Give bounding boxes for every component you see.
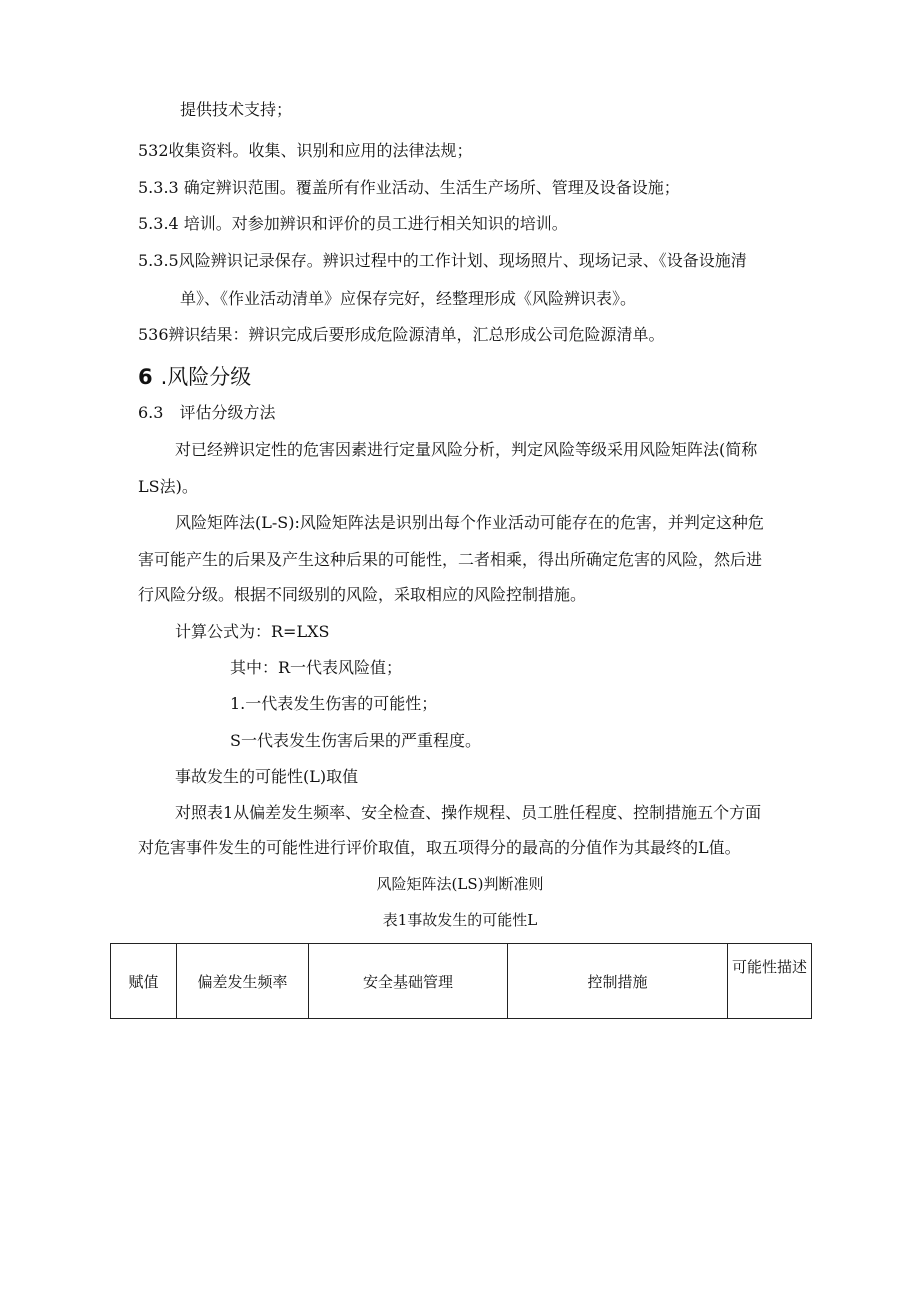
para2-line-2: 害可能产生的后果及产生这种后果的可能性，二者相乘，得出所确定危害的风险，然后进 xyxy=(138,550,763,569)
where-line-3: S一代表发生伤害后果的严重程度。 xyxy=(230,731,481,750)
para1-line-1: 对已经辨识定性的危害因素进行定量风险分析，判定风险等级采用风险矩阵法(简称 xyxy=(175,440,758,459)
para3-line-2: 对危害事件发生的可能性进行评价取值，取五项得分的最高的分值作为其最终的L值。 xyxy=(138,838,741,857)
subsection-heading: 6.3 评估分级方法 xyxy=(138,403,276,422)
body-line-7: 536辨识结果：辨识完成后要形成危险源清单，汇总形成公司危险源清单。 xyxy=(138,325,665,344)
body-line-4: 5.3.4 培训。对参加辨识和评价的员工进行相关知识的培训。 xyxy=(138,214,568,233)
section-title: .风险分级 xyxy=(160,365,252,389)
section-heading xyxy=(138,364,251,390)
section-number: 6 xyxy=(138,365,153,389)
header-control-measures: 控制措施 xyxy=(508,944,728,1019)
body-line-6: 单》、《作业活动清单》应保存完好，经整理形成《风险辨识表》。 xyxy=(180,289,637,308)
l-value-heading: 事故发生的可能性(L)取值 xyxy=(175,767,359,786)
para2-line-3: 行风险分级。根据不同级别的风险，采取相应的风险控制措施。 xyxy=(138,585,587,604)
para2-line-1: 风险矩阵法(L-S):风险矩阵法是识别出每个作业活动可能存在的危害，并判定这种危 xyxy=(175,513,764,532)
formula: 计算公式为：R=LXS xyxy=(175,622,330,641)
header-likelihood-description: 可能性描述 xyxy=(728,944,812,1019)
table-header-row xyxy=(111,944,812,1019)
criteria-title: 风险矩阵法(LS)判断准则 xyxy=(376,875,544,893)
header-safety-management: 安全基础管理 xyxy=(309,944,508,1019)
body-line-2: 532收集资料。收集、识别和应用的法律法规； xyxy=(138,141,473,160)
likelihood-table xyxy=(110,943,812,1019)
body-line-1: 提供技术支持； xyxy=(180,100,293,119)
body-line-3: 5.3.3 确定辨识范围。覆盖所有作业活动、生活生产场所、管理及设备设施； xyxy=(138,178,680,197)
table-title: 表1事故发生的可能性L xyxy=(382,911,538,929)
where-line-2: 1.一代表发生伤害的可能性； xyxy=(230,694,438,713)
para3-line-1: 对照表1从偏差发生频率、安全检查、操作规程、员工胜任程度、控制措施五个方面 xyxy=(175,803,762,822)
body-line-5: 5.3.5风险辨识记录保存。辨识过程中的工作计划、现场照片、现场记录、《设备设施清 xyxy=(138,251,747,270)
header-value: 赋值 xyxy=(111,944,177,1019)
header-deviation-frequency: 偏差发生频率 xyxy=(177,944,309,1019)
where-line-1: 其中：R一代表风险值； xyxy=(230,658,403,677)
para1-line-2: LS法)。 xyxy=(138,477,198,496)
